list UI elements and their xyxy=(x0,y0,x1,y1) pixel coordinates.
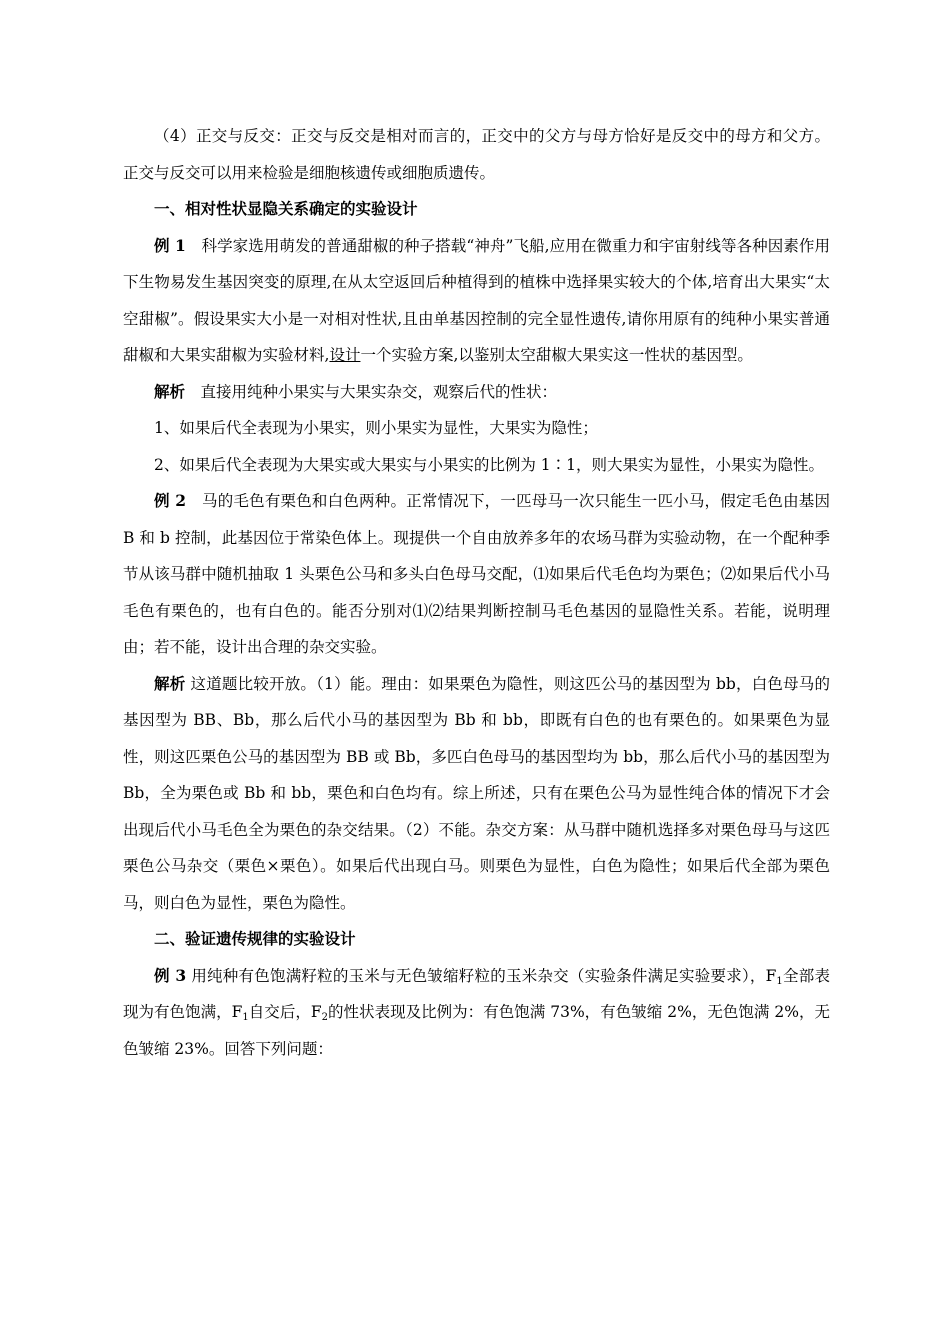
subscript: 1 xyxy=(776,975,783,987)
example-text: 科学家选用萌发的普通甜椒的种子搭载“神舟”飞船,应用在微重力和宇宙射线等各种因素作用下生物易发生基因突变的原理,在从太空返回后种植得到的植株中选择果实较大的个体,培育出大果实“太空甜椒”。假设果实大小是一对相对性状,且由单基因控制的完全显性遗传,请你用原有的纯种小果实普通甜椒和大果实甜椒为实验材料, xyxy=(123,236,830,364)
underlined-word: 设计 xyxy=(329,346,361,364)
example-label: 例 3 xyxy=(154,965,187,985)
heading-text: 一、相对性状显隐关系确定的实验设计 xyxy=(154,199,418,218)
list-item-text: 1、如果后代全表现为小果实，则小果实为显性，大果实为隐性； xyxy=(154,419,598,437)
section-heading-2 xyxy=(123,921,830,958)
analysis-1-item-1 xyxy=(123,410,830,447)
paragraph-text: （4）正交与反交：正交与反交是相对而言的，正交中的父方与母方恰好是反交中的母方和父方。正交与反交可以用来检验是细胞核遗传或细胞质遗传。 xyxy=(123,127,830,182)
example-text: 全部表现为有色饱满，F xyxy=(123,966,830,1021)
subscript: 1 xyxy=(242,1012,249,1023)
example-text: 用纯种有色饱满籽粒的玉米与无色皱缩籽粒的玉米杂交（实验条件满足实验要求），F xyxy=(186,966,777,985)
analysis-1-item-2 xyxy=(123,447,830,484)
example-text: 马的毛色有栗色和白色两种。正常情况下，一匹母马一次只能生一匹小马，假定毛色由基因 B 和 b 控制，此基因位于常染色体上。现提供一个自由放养多年的农场马群为实验动物，在一个配种季节从该马群中随机抽取 1 头栗色公马和多头白色母马交配，⑴如果后代毛色均为栗色；⑵如果后代小马毛色有栗色的，也有白色的。能否分别对⑴⑵结果判断控制马毛色基因的显隐性关系。若能，说明理由；若不能，设计出合理的杂交实验。 xyxy=(123,492,830,656)
analysis-1 xyxy=(123,374,830,411)
analysis-text: 这道题比较开放。（1）能。理由：如果栗色为隐性，则这匹公马的基因型为 bb，白色母马的基因型为 BB、Bb，那么后代小马的基因型为 Bb 和 bb，即既有白色的也有栗色的。如果栗色为显性，则这匹栗色公马的基因型为 BB 或 Bb，多匹白色母马的基因型均为 bb，那么后代小马的基因型为 Bb，全为栗色或 Bb 和 bb，栗色和白色均有。综上所述，只有在栗色公马为显性纯合体的情况下才会出现后代小马毛色全为栗色的杂交结果。（2）不能。杂交方案：从马群中随机选择多对栗色母马与这匹栗色公马杂交（栗色×栗色）。如果后代出现白马。则栗色为显性，白色为隐性；如果后代全部为栗色马，则白色为显性，栗色为隐性。 xyxy=(123,674,830,912)
analysis-label: 解析 xyxy=(154,381,186,401)
example-label: 例 1 xyxy=(154,235,186,255)
example-2 xyxy=(123,483,830,666)
document-body xyxy=(123,118,830,1067)
example-text: 自交后，F xyxy=(248,1003,322,1021)
heading-text: 二、验证遗传规律的实验设计 xyxy=(154,929,356,948)
analysis-label: 解析 xyxy=(154,673,186,693)
paragraph-reciprocal-cross xyxy=(123,118,830,191)
list-item-text: 2、如果后代全表现为大果实或大果实与小果实的比例为 1∶1，则大果实为显性，小果实为隐性。 xyxy=(154,455,825,474)
example-1 xyxy=(123,228,830,374)
analysis-text: 直接用纯种小果实与大果实杂交，观察后代的性状： xyxy=(185,382,558,401)
section-heading-1 xyxy=(123,191,830,228)
example-label: 例 2 xyxy=(154,491,187,510)
analysis-2 xyxy=(123,666,830,922)
example-text: 一个实验方案,以鉴别太空甜椒大果实这一性状的基因型。 xyxy=(360,346,753,364)
example-text: 的性状表现及比例为：有色饱满 73%，有色皱缩 2%，无色饱满 2%，无色皱缩 23%。回答下列问题： xyxy=(123,1003,830,1058)
subscript: 2 xyxy=(321,1012,328,1023)
example-3 xyxy=(123,958,830,1068)
